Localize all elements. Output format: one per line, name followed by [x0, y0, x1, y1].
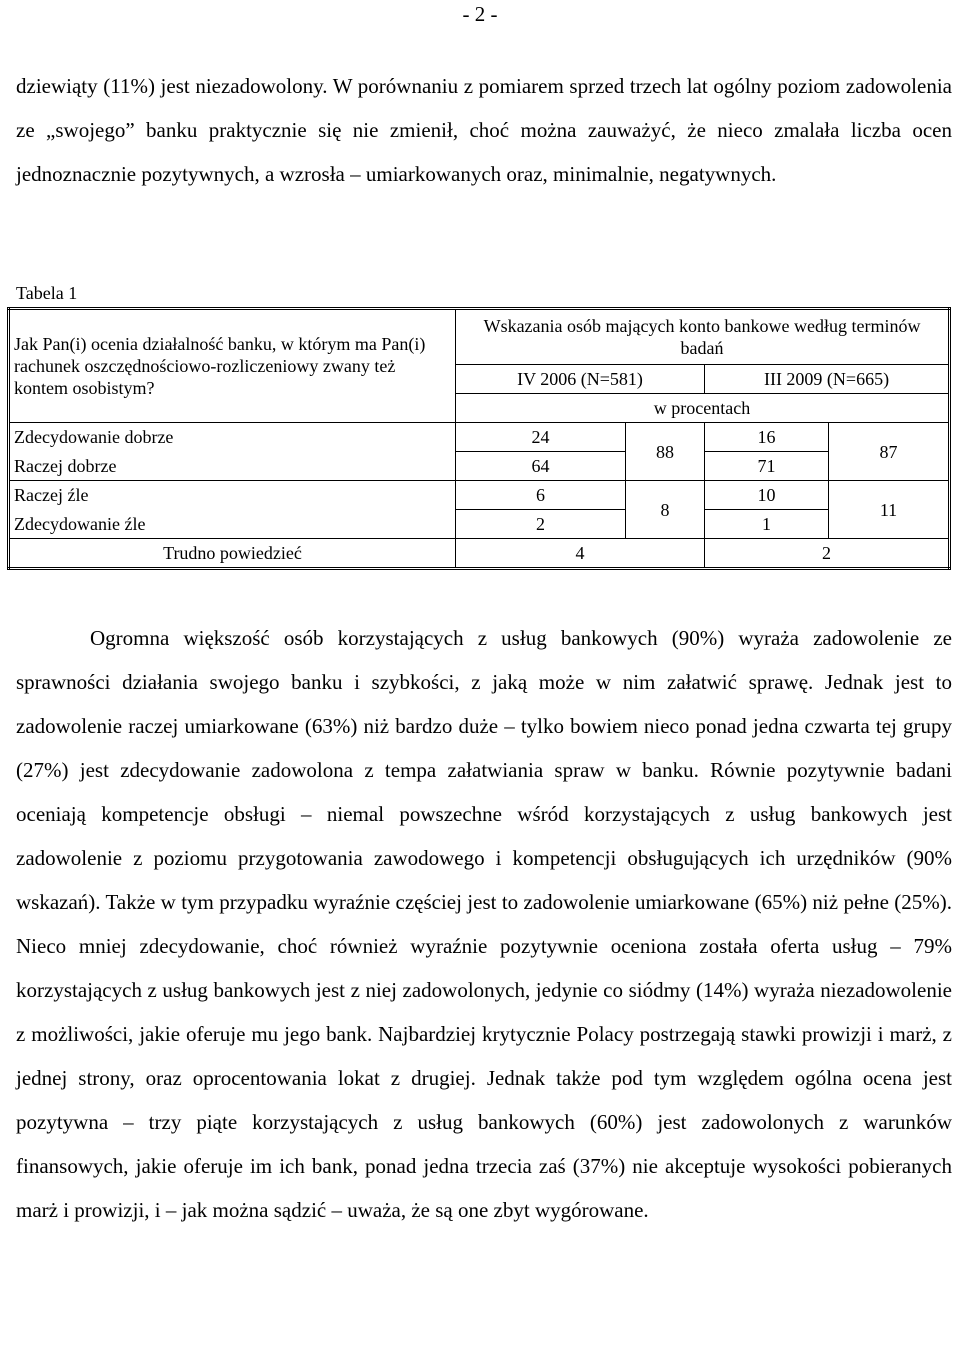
- row-label: Zdecydowanie źle: [9, 510, 456, 539]
- paragraph-intro: dziewiąty (11%) jest niezadowolony. W porównaniu z pomiarem sprzed trzech lat ogólny poziom zadowolenia ze „swojego” banku praktycznie się nie zmienił, choć można zauważyć, że nieco zmalała liczba ocen jednoznacznie pozytywnych, a wzrosła – umiarkowanych oraz, minimalnie, negatywnych.: [16, 74, 952, 186]
- cell-2009-last: 2: [705, 539, 950, 569]
- cell-2006: 24: [456, 423, 626, 452]
- column-header-2006: IV 2006 (N=581): [456, 365, 705, 394]
- cell-2006: 2: [456, 510, 626, 539]
- sum-positive-2009: 87: [829, 423, 950, 481]
- column-header-2009: III 2009 (N=665): [705, 365, 950, 394]
- unit-header: w procentach: [456, 394, 950, 423]
- cell-2009: 71: [705, 452, 829, 481]
- table-question: Jak Pan(i) ocenia działalność banku, w którym ma Pan(i) rachunek oszczędnościowo-rozliczeniowy zwany też kontem osobistym?: [9, 309, 456, 423]
- row-label: Raczej źle: [9, 481, 456, 510]
- cell-2009: 16: [705, 423, 829, 452]
- paragraph-main: Ogromna większość osób korzystających z usług bankowych (90%) wyraża zadowolenie ze sprawności działania swojego banku i szybkości, z jaką może w nim załatwić sprawę. Jednak jest to zadowolenie raczej umiarkowane (63%) niż bardzo duże – tylko bowiem nieco ponad jedna czwarta tej grupy (27%) jest zdecydowanie zadowolona z tempa załatwiania spraw w banku. Równie pozytywnie badani oceniają kompetencje obsługi – niemal powszechne wśród korzystających z usług bankowych jest zadowolenie z poziomu przygotowania zawodowego i kompetencji obsługujących ich urzędników (90% wskazań). Także w tym przypadku wyraźnie częściej jest to zadowolenie umiarkowane (65%) niż pełne (25%). Nieco mniej zdecydowanie, choć również wyraźnie pozytywnie oceniona została oferta usług – 79% korzystających z usług bankowych jest z niej zadowolonych, jedynie co siódmy (14%) wyraża niezadowolenie z możliwości, jakie oferuje mu jego bank. Najbardziej krytycznie Polacy postrzegają stawki prowizji i marż, z jednej strony, oraz oprocentowania lokat z drugiej. Jednak także pod tym względem ogólna ocena jest pozytywna – trzy piąte korzystających z usług bankowych (60%) jest zadowolonych z warunków finansowych, jakie oferuje im ich bank, ponad jedna trzecia zaś (37%) nie akceptuje wysokości pobieranych marż i prowizji, i – jak można sądzić – uważa, że są one zbyt wygórowane.: [16, 626, 952, 1222]
- cell-2006: 64: [456, 452, 626, 481]
- sum-positive-2006: 88: [626, 423, 705, 481]
- row-label: Raczej dobrze: [9, 452, 456, 481]
- row-label: Zdecydowanie dobrze: [9, 423, 456, 452]
- sum-negative-2009: 11: [879, 499, 898, 520]
- sum-negative-2006: 8: [626, 481, 705, 539]
- survey-table-container: [7, 307, 948, 570]
- table-header-main: Wskazania osób mających konto bankowe według terminów badań: [456, 309, 950, 365]
- cell-2006-last: 4: [456, 539, 705, 569]
- survey-table: [7, 307, 951, 570]
- cell-2009: 10: [705, 481, 829, 510]
- cell-2006: 6: [456, 481, 626, 510]
- cell-2009: 1: [705, 510, 829, 539]
- table-caption: Tabela 1: [16, 283, 78, 303]
- page-number: - 2 -: [462, 2, 498, 26]
- row-label-last: Trudno powiedzieć: [9, 539, 456, 569]
